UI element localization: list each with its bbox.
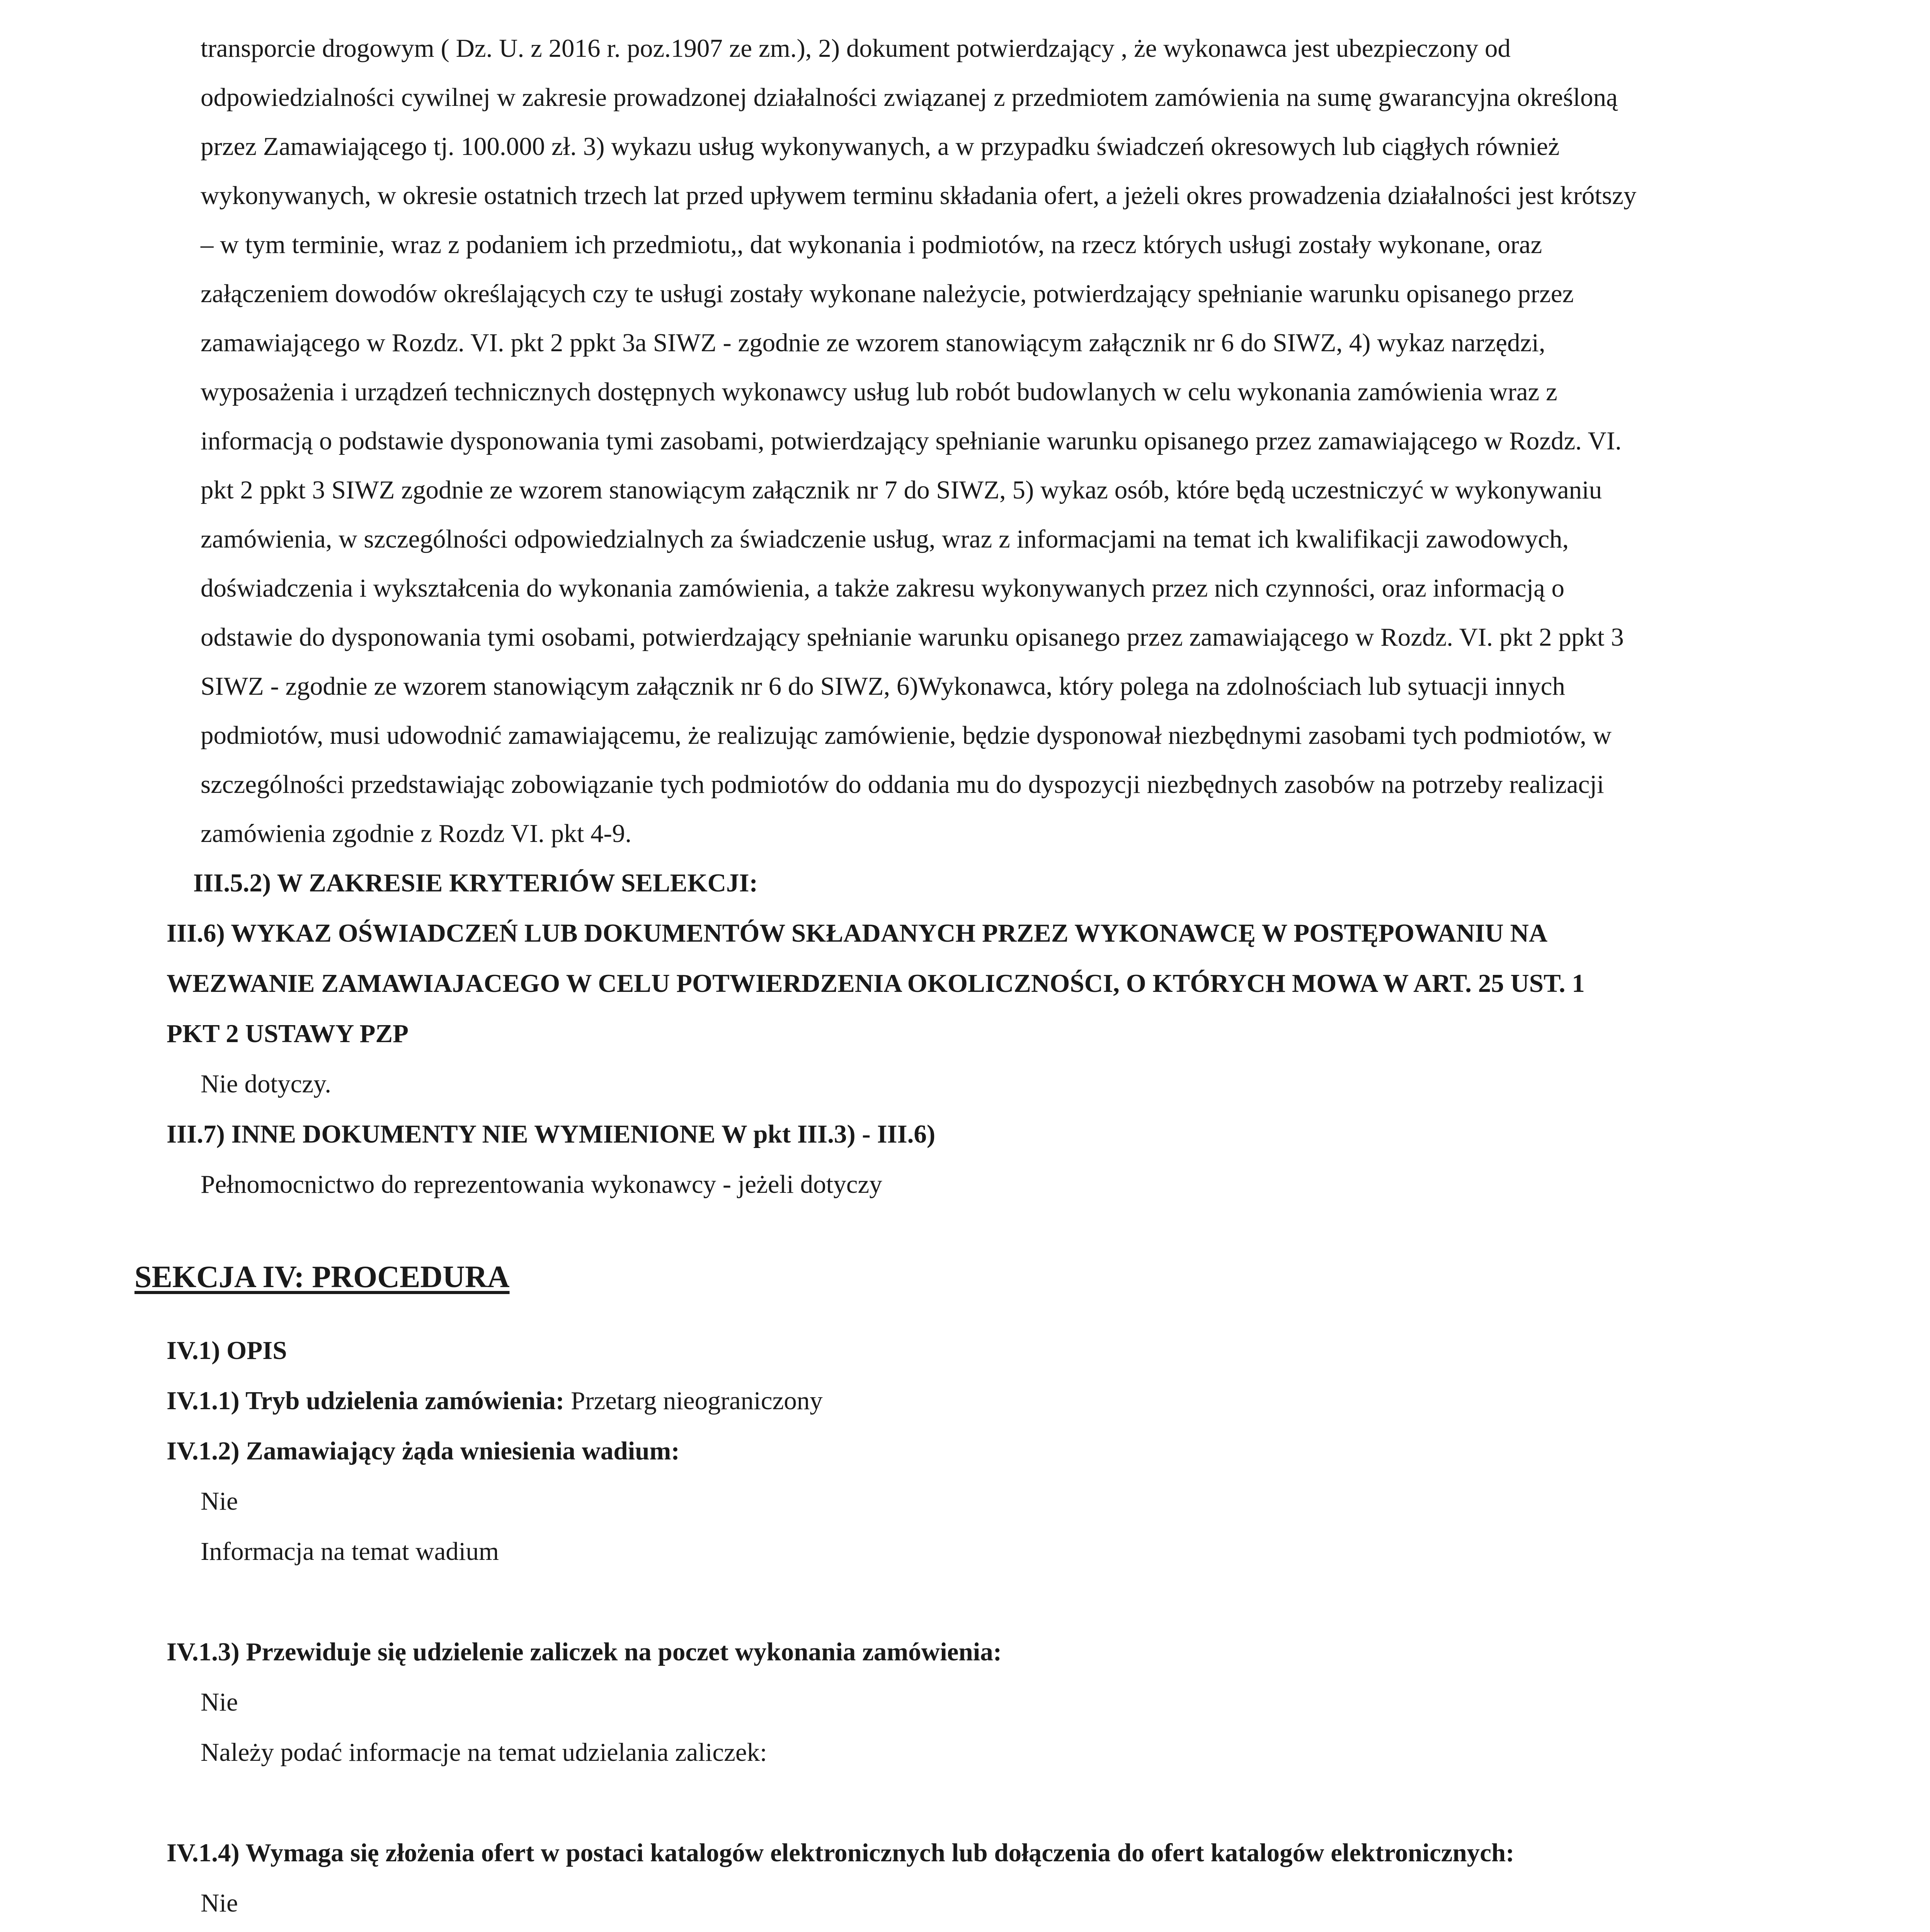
body-line: pkt 2 ppkt 3 SIWZ zgodnie ze wzorem stanowiącym załącznik nr 7 do SIWZ, 5) wykaz osób, które będą uczestniczyć w wykonywaniu — [201, 476, 1602, 504]
body-line: doświadczenia i wykształcenia do wykonania zamówienia, a także zakresu wykonywanych przez nich czynności, oraz informacją o — [201, 574, 1565, 602]
body-line: informacją o podstawie dysponowania tymi zasobami, potwierdzający spełnianie warunku opisanego przez zamawiającego w Rozdz. VI. — [201, 427, 1622, 455]
heading-IV-1-3: IV.1.3) Przewiduje się udzielenie zaliczek na poczet wykonania zamówienia: — [167, 1638, 1002, 1666]
body-line: – w tym terminie, wraz z podaniem ich przedmiotu,, dat wykonania i podmiotów, na rzecz których usługi zostały wykonane, oraz — [201, 230, 1542, 259]
body-line: podmiotów, musi udowodnić zamawiającemu, że realizując zamówienie, będzie dysponował niezbędnymi zasobami tych podmiotów, w — [201, 721, 1612, 750]
heading-III-7: III.7) INNE DOKUMENTY NIE WYMIENIONE W pkt III.3) - III.6) — [167, 1120, 936, 1148]
info-IV-1-3: Należy podać informacje na temat udzielania zaliczek: — [201, 1738, 767, 1767]
body-line: załączeniem dowodów określających czy te usługi zostały wykonane należycie, potwierdzający spełnianie warunku opisanego przez — [201, 279, 1574, 308]
body-line: SIWZ - zgodnie ze wzorem stanowiącym załącznik nr 6 do SIWZ, 6)Wykonawca, który polega na zdolnościach lub sytuacji innych — [201, 672, 1565, 701]
heading-IV-1: IV.1) OPIS — [167, 1336, 287, 1365]
value-IV-1-4: Nie — [201, 1889, 238, 1917]
body-line: zamówienia zgodnie z Rozdz VI. pkt 4-9. — [201, 819, 632, 848]
body-line: transporcie drogowym ( Dz. U. z 2016 r. poz.1907 ze zm.), 2) dokument potwierdzający , że wykonawca jest ubezpieczony od — [201, 34, 1511, 63]
section-title: SEKCJA IV: PROCEDURA — [134, 1260, 510, 1294]
heading-IV-1-2: IV.1.2) Zamawiający żąda wniesienia wadium: — [167, 1437, 680, 1465]
heading-IV-1-1-value: Przetarg nieograniczony — [564, 1386, 823, 1415]
heading-IV-1-1 — [167, 1385, 823, 1416]
body-line: zamówienia, w szczególności odpowiedzialnych za świadczenie usług, wraz z informacjami na temat ich kwalifikacji zawodowych, — [201, 525, 1569, 553]
text-III-6: Nie dotyczy. — [201, 1070, 331, 1098]
heading-III-5-2: III.5.2) W ZAKRESIE KRYTERIÓW SELEKCJI: — [193, 869, 758, 897]
heading-III-6: WEZWANIE ZAMAWIAJACEGO W CELU POTWIERDZENIA OKOLICZNOŚCI, O KTÓRYCH MOWA W ART. 25 UST. 1 — [167, 969, 1585, 998]
heading-IV-1-1-label: IV.1.1) Tryb udzielenia zamówienia: — [167, 1386, 565, 1415]
heading-IV-1-4: IV.1.4) Wymaga się złożenia ofert w postaci katalogów elektronicznych lub dołączenia do ofert katalogów elektronicznych: — [167, 1838, 1515, 1867]
body-line: zamawiającego w Rozdz. VI. pkt 2 ppkt 3a SIWZ - zgodnie ze wzorem stanowiącym załącznik nr 6 do SIWZ, 4) wykaz narzędzi, — [201, 328, 1545, 357]
info-IV-1-2: Informacja na temat wadium — [201, 1537, 499, 1566]
value-IV-1-2: Nie — [201, 1487, 238, 1515]
body-line: wykonywanych, w okresie ostatnich trzech lat przed upływem terminu składania ofert, a jeżeli okres prowadzenia działalności jest krótszy — [201, 181, 1637, 210]
body-line: odstawie do dysponowania tymi osobami, potwierdzający spełnianie warunku opisanego przez zamawiającego w Rozdz. VI. pkt 2 ppkt 3 — [201, 623, 1624, 651]
heading-III-6: PKT 2 USTAWY PZP — [167, 1019, 409, 1048]
text-III-7: Pełnomocnictwo do reprezentowania wykonawcy - jeżeli dotyczy — [201, 1170, 882, 1199]
body-line: szczególności przedstawiając zobowiązanie tych podmiotów do oddania mu do dyspozycji niezbędnych zasobów na potrzeby realizacji — [201, 770, 1604, 799]
body-line: przez Zamawiającego tj. 100.000 zł. 3) wykazu usług wykonywanych, a w przypadku świadczeń okresowych lub ciągłych również — [201, 132, 1560, 161]
body-line: wyposażenia i urządzeń technicznych dostępnych wykonawcy usług lub robót budowlanych w celu wykonania zamówienia wraz z — [201, 378, 1557, 406]
body-line: odpowiedzialności cywilnej w zakresie prowadzonej działalności związanej z przedmiotem zamówienia na sumę gwarancyjna określoną — [201, 83, 1618, 112]
heading-III-6: III.6) WYKAZ OŚWIADCZEŃ LUB DOKUMENTÓW SKŁADANYCH PRZEZ WYKONAWCĘ W POSTĘPOWANIU NA — [167, 919, 1548, 947]
value-IV-1-3: Nie — [201, 1688, 238, 1716]
